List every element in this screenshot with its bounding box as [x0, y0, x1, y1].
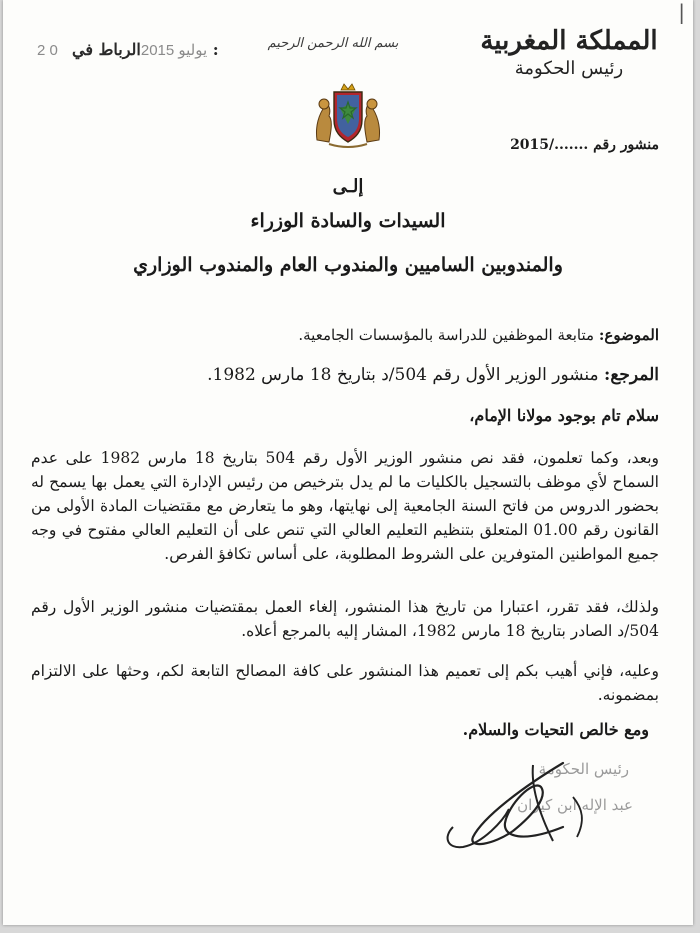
addressee-line-2: والمندوبين الساميين والمندوب العام والمندوب الوزاري: [133, 254, 563, 276]
kingdom-title: المملكة المغربية: [480, 26, 658, 56]
coat-of-arms-icon: [311, 80, 385, 152]
subject-text: متابعة الموظفين للدراسة بالمؤسسات الجامعية.: [298, 326, 595, 344]
bismillah: بسم الله الرحمن الرحيم: [267, 36, 399, 51]
head-of-government-title: رئيس الحكومة: [514, 58, 624, 79]
left-lion-icon: [316, 99, 331, 142]
body-paragraph-1: وبعد، وكما تعلمون، فقد نص منشور الوزير الأول رقم 504 بتاريخ 18 مارس 1982 على عدم السماح لأي موظف بالتسجيل بالكليات ما لم يدل بترخيص من رئيس الإدارة التي يعمل بها يسمح له بحضور الدروس من فاتح السنة الجامعية إلى نهايتها، وهو ما يتعارض مع مقتضيات المادة الأولى من القانون رقم 01.00 المتعلق بتنظيم التعليم العالي التي تنص على أن التعليم العالي مفتوح في وجه جميع المواطنين المتوفرين على الشروط المطلوبة، على أساس تكافؤ الفرص.: [31, 449, 660, 563]
greeting: سلام تام بوجود مولانا الإمام،: [469, 406, 659, 425]
place-date: [37, 40, 219, 59]
stamp-name: عبد الإله ابن كيران: [517, 796, 633, 814]
addressee-line-1: السيدات والسادة الوزراء: [250, 210, 446, 232]
crown-icon: [341, 84, 355, 90]
body-paragraph-3: وعليه، فإني أهيب بكم إلى تعميم هذا المنشور على كافة المصالح التابعة لكم، وحثها على الالتزام بمضمونه.: [31, 662, 659, 704]
addressee-to: إلـى: [332, 176, 364, 197]
date-stamp: 2 0 يوليو 2015: [37, 42, 208, 59]
stamp-title: رئيس الحكومة: [538, 760, 629, 778]
subject-line: [298, 326, 659, 344]
reference-line: [207, 365, 659, 385]
subject-label: الموضوع:: [598, 326, 659, 344]
reference-text: منشور الوزير الأول رقم 504/د بتاريخ 18 مارس 1982.: [207, 365, 599, 385]
place-date-label: الرباط في :: [72, 40, 219, 59]
circular-number: منشور رقم ......./2015: [510, 137, 659, 153]
signature-icon: [413, 757, 653, 857]
corner-mark: |: [678, 0, 685, 24]
closing: ومع خالص التحيات والسلام.: [462, 720, 649, 739]
reference-label: المرجع:: [604, 365, 659, 385]
right-lion-icon: [365, 99, 380, 142]
letter-page: [3, 0, 693, 925]
body-paragraph-2: ولذلك، فقد تقرر، اعتبارا من تاريخ هذا المنشور، إلغاء العمل بمقتضيات منشور الوزير الأول رقم 504/د الصادر بتاريخ 18 مارس 1982، المشار إليه بالمرجع أعلاه.: [31, 598, 659, 640]
